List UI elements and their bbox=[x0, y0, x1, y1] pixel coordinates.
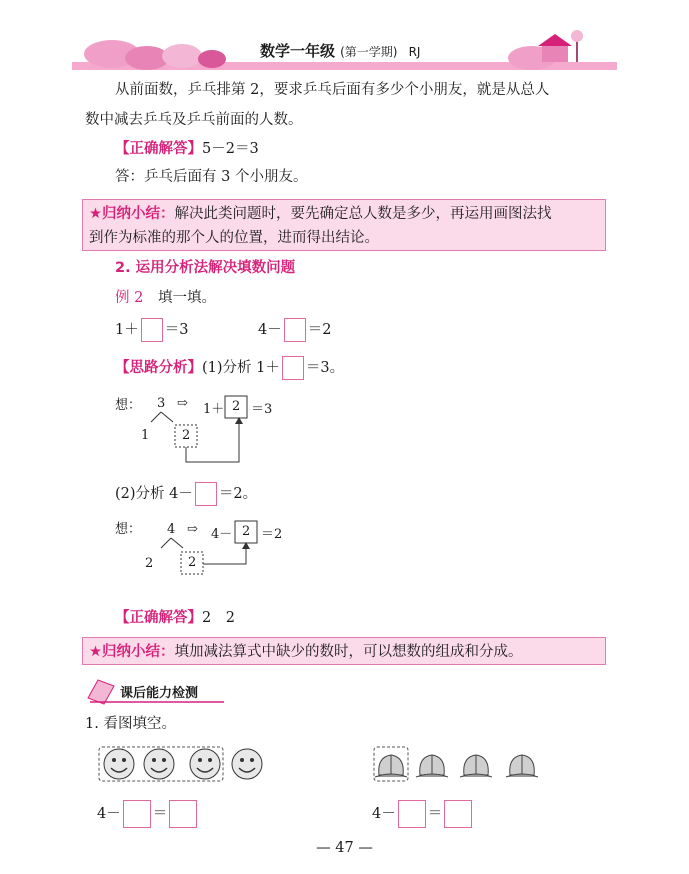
diagram-1-eq-right: ＝3 bbox=[251, 402, 273, 417]
paragraph-line-2: 数中减去乒乓及乒乓前面的人数。 bbox=[85, 112, 303, 128]
diagram-2-eq-right: ＝2 bbox=[261, 527, 283, 542]
peach-icon bbox=[416, 755, 448, 777]
diagram-2-box: 2 bbox=[188, 555, 197, 570]
equation-2-blank[interactable] bbox=[284, 318, 306, 342]
header-edition: RJ bbox=[408, 45, 421, 59]
paragraph-line-1: 从前面数，乒乓排第 2，要求乒乓后面有多少个小朋友，就是从总人 bbox=[115, 82, 550, 98]
summary-box-2 bbox=[82, 637, 606, 665]
answer-1 bbox=[115, 139, 259, 159]
equation-1-right: ＝3 bbox=[164, 322, 189, 338]
answer-1-value: 5－2＝3 bbox=[202, 141, 259, 157]
equation-2-right: ＝2 bbox=[307, 322, 332, 338]
q1-eq-a-left: 4－ bbox=[97, 806, 121, 822]
q1-eq-a-blank-1[interactable] bbox=[123, 800, 151, 828]
analysis-2-pre: (2)分析 4－ bbox=[115, 486, 193, 502]
q1-eq-b-mid: ＝ bbox=[427, 806, 443, 822]
diagram-1 bbox=[115, 390, 285, 466]
question-1: 1. 看图填空。 bbox=[85, 716, 176, 732]
smiley-icon bbox=[104, 749, 134, 779]
diagram-2-left: 2 bbox=[145, 556, 154, 571]
answer-2-value: 2 2 bbox=[202, 610, 235, 626]
answer-1-text: 答：乒乓后面有 3 个小朋友。 bbox=[115, 169, 308, 185]
section-3-heading bbox=[84, 676, 234, 706]
diagram-1-eq-left: 1＋ bbox=[203, 402, 225, 417]
smiley-group bbox=[97, 745, 272, 783]
equation-1 bbox=[115, 318, 188, 342]
page-number: — 47 — bbox=[316, 840, 373, 856]
header-title: 数学一年级 bbox=[260, 42, 336, 60]
summary-1-label: ★归纳小结： bbox=[89, 206, 175, 222]
think-label-1: 想： bbox=[115, 398, 142, 413]
question-1-equation-a bbox=[97, 800, 199, 828]
equation-1-blank[interactable] bbox=[141, 318, 163, 342]
analysis-1-pre: (1)分析 1＋ bbox=[202, 360, 280, 376]
diagram-2-eq-box: 2 bbox=[242, 524, 251, 539]
section-3-title: 课后能力检测 bbox=[120, 686, 199, 701]
answer-1-label: 【正确解答】 bbox=[115, 141, 202, 157]
diagram-1-left: 1 bbox=[141, 428, 150, 443]
q1-eq-b-blank-1[interactable] bbox=[398, 800, 426, 828]
answer-2 bbox=[115, 608, 235, 628]
smiley-icon bbox=[190, 749, 220, 779]
diagram-2 bbox=[115, 512, 295, 592]
analysis-1-post: ＝3。 bbox=[305, 360, 345, 376]
section-2-title: 2. 运用分析法解决填数问题 bbox=[115, 260, 296, 276]
summary-1-text-1: 解决此类问题时，要先确定总人数是多少，再运用画图法找 bbox=[174, 206, 552, 222]
analysis-2 bbox=[115, 482, 257, 506]
peach-icon bbox=[506, 755, 538, 777]
diagram-1-top: 3 bbox=[157, 396, 166, 411]
q1-eq-b-left: 4－ bbox=[372, 806, 396, 822]
diagram-1-box: 2 bbox=[182, 428, 191, 443]
diagram-2-arrow: ⇨ bbox=[187, 522, 198, 537]
question-1-equation-b bbox=[372, 800, 474, 828]
analysis-label: 【思路分析】 bbox=[115, 360, 202, 376]
example-label: 例 2 bbox=[115, 290, 144, 306]
think-label-2: 想： bbox=[115, 522, 142, 537]
example-text: 填一填。 bbox=[157, 290, 216, 306]
summary-2-label: ★归纳小结： bbox=[89, 644, 175, 660]
diagram-1-arrow: ⇨ bbox=[177, 396, 188, 411]
analysis-2-post: ＝2。 bbox=[218, 486, 258, 502]
equation-2 bbox=[258, 318, 331, 342]
smiley-icon bbox=[144, 749, 174, 779]
smiley-icon bbox=[232, 749, 262, 779]
q1-eq-b-blank-2[interactable] bbox=[444, 800, 472, 828]
answer-2-label: 【正确解答】 bbox=[115, 610, 202, 626]
summary-box-1 bbox=[82, 199, 606, 251]
peach-icon bbox=[375, 755, 407, 777]
summary-1-text-2: 到作为标准的那个人的位置，进而得出结论。 bbox=[89, 230, 379, 246]
analysis-1-blank[interactable] bbox=[282, 356, 304, 380]
diagram-2-top: 4 bbox=[167, 522, 176, 537]
equation-2-left: 4－ bbox=[258, 322, 282, 338]
peach-icon bbox=[460, 755, 492, 777]
diagram-1-eq-box: 2 bbox=[232, 399, 241, 414]
example-2 bbox=[115, 288, 216, 308]
analysis-2-blank[interactable] bbox=[195, 482, 217, 506]
diagram-2-eq-left: 4－ bbox=[211, 527, 233, 542]
q1-eq-a-blank-2[interactable] bbox=[169, 800, 197, 828]
q1-eq-a-mid: ＝ bbox=[152, 806, 168, 822]
peach-group bbox=[372, 745, 547, 783]
header-term: (第一学期) bbox=[340, 45, 398, 59]
analysis-1 bbox=[115, 356, 344, 380]
equation-1-left: 1＋ bbox=[115, 322, 139, 338]
page-header bbox=[72, 28, 617, 74]
summary-2-text: 填加减法算式中缺少的数时，可以想数的组成和分成。 bbox=[174, 644, 523, 660]
